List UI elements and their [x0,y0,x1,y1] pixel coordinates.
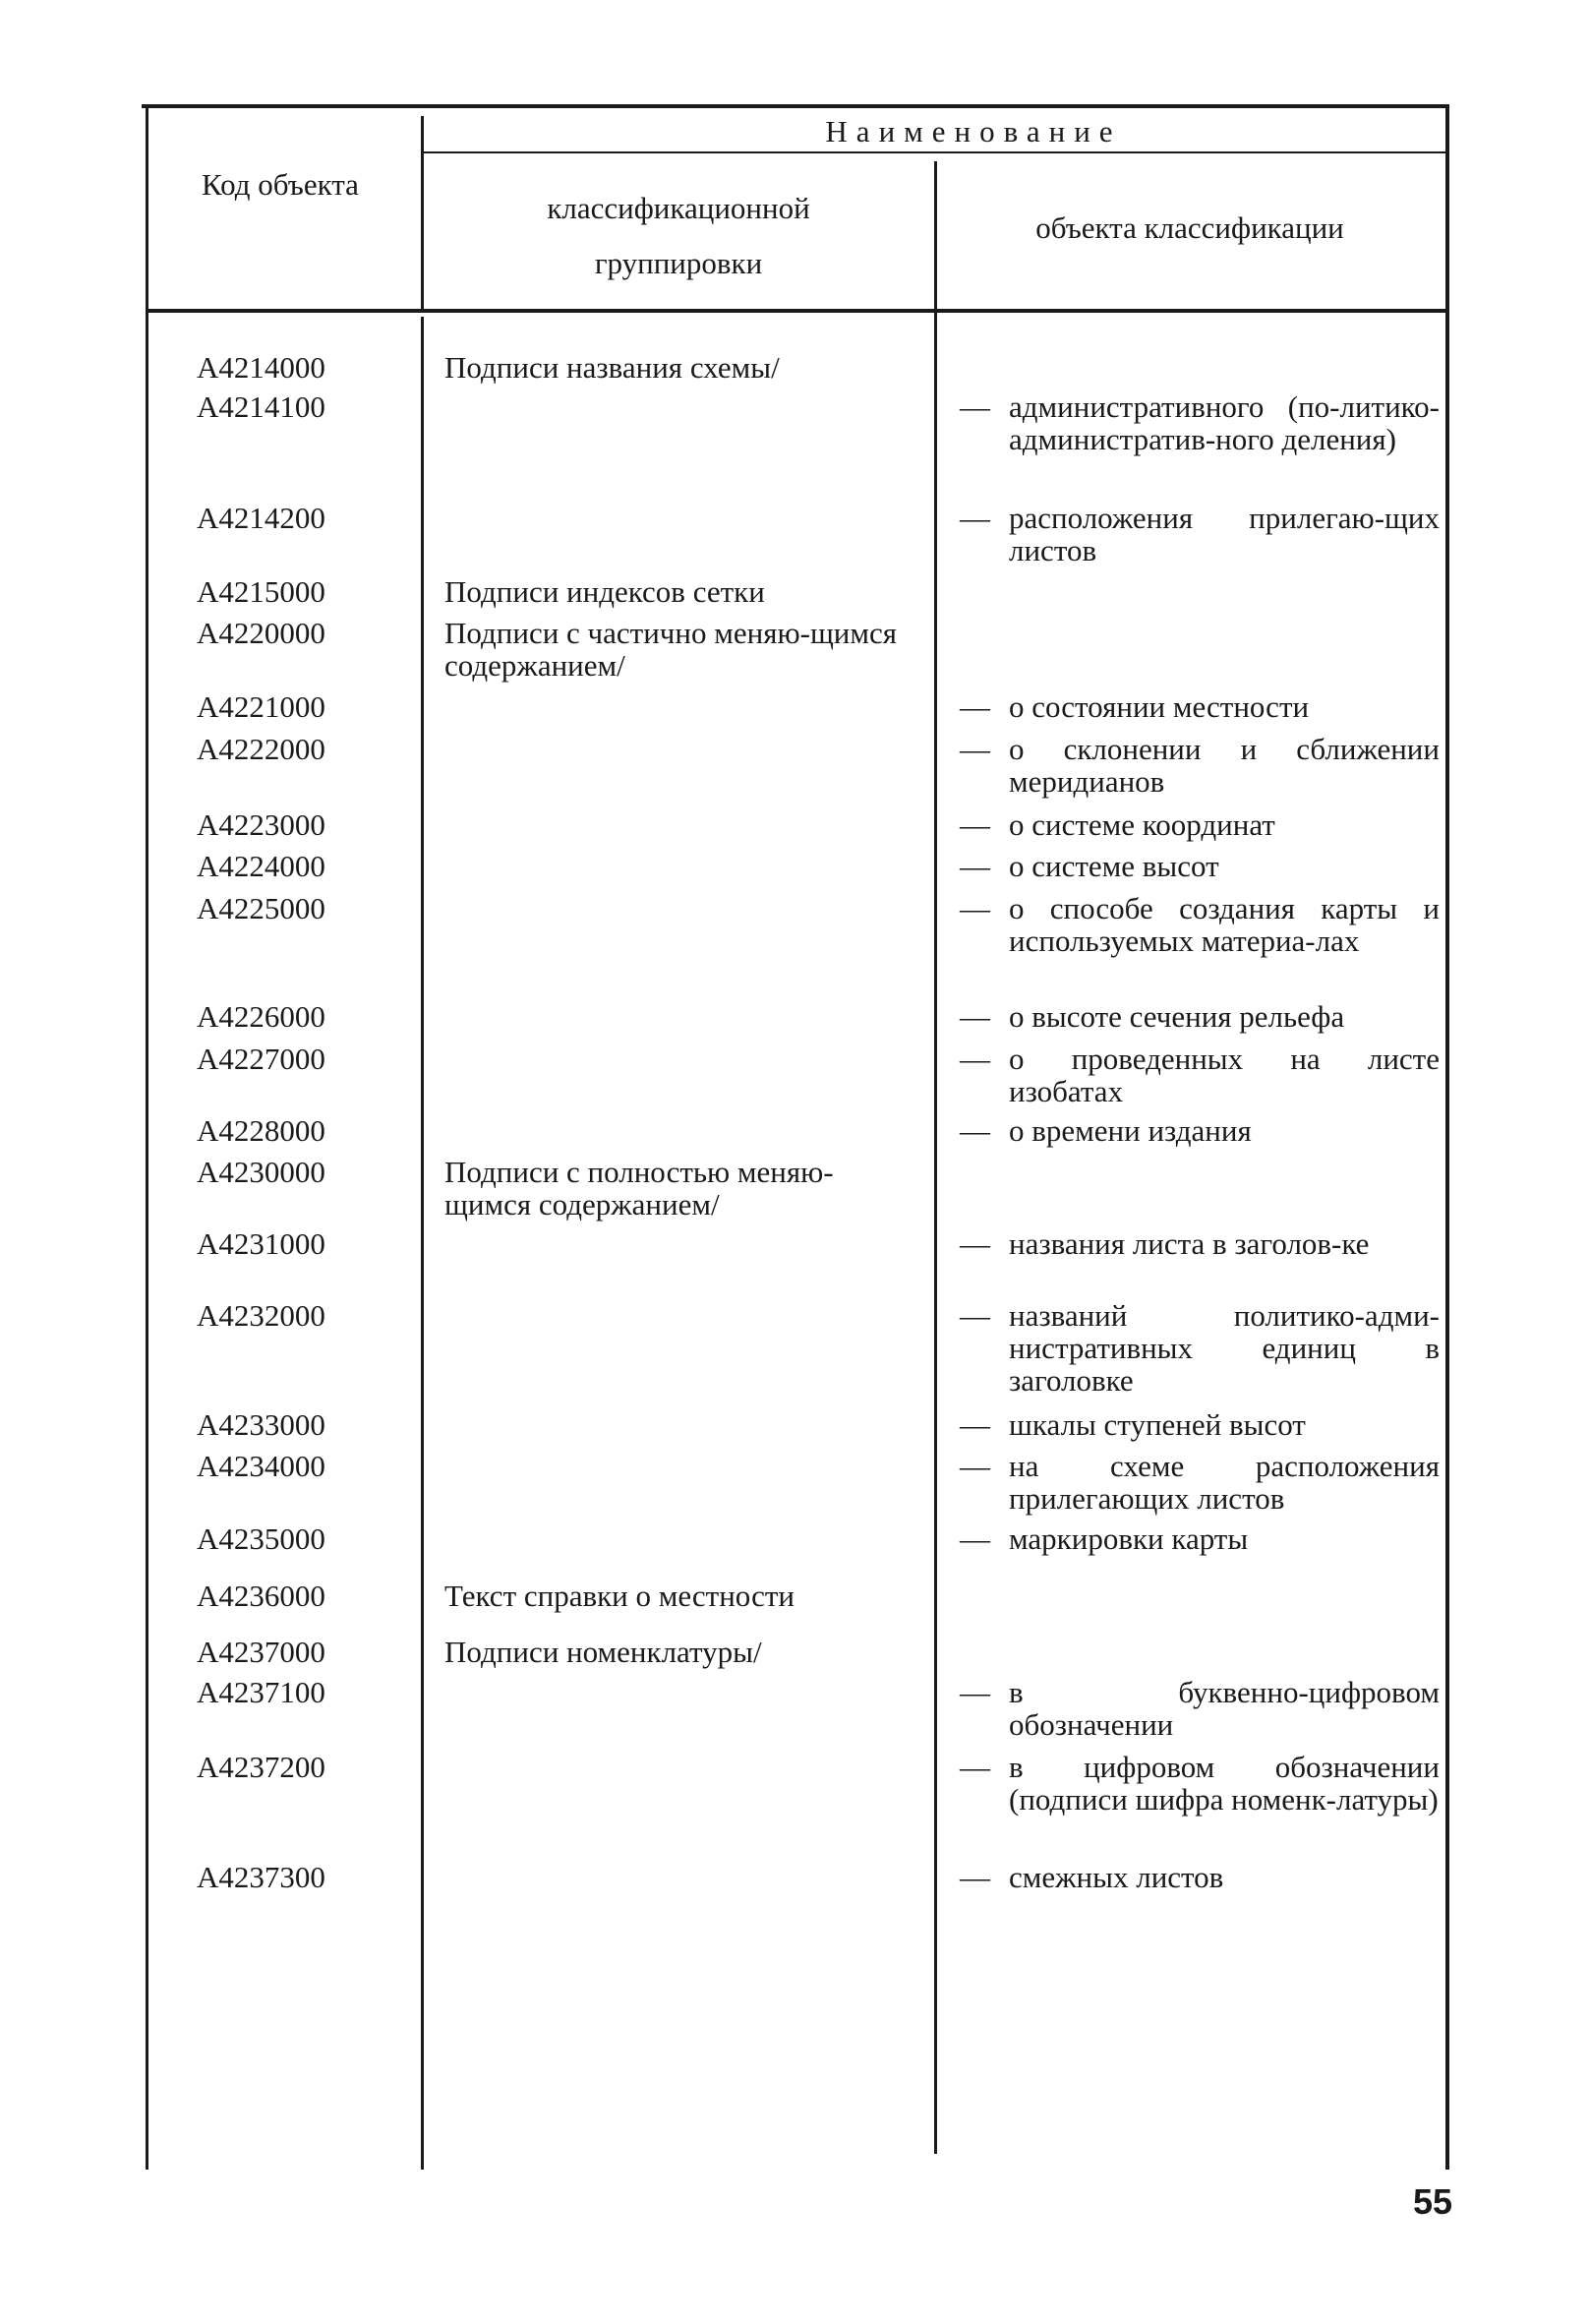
object-code: А4222000 [197,732,325,766]
object-name: о времени издания [1009,1113,1252,1148]
naming-subheader-rule [421,151,1447,153]
object-dash: — [960,999,990,1034]
object-name: расположения прилегаю-щих листов [1009,501,1440,567]
object-code: А4224000 [197,849,325,883]
object-code: А4221000 [197,689,325,724]
object-code: А4230000 [197,1155,325,1189]
object-name: о состоянии местности [1009,689,1310,724]
object-dash: — [960,1750,990,1784]
object-dash: — [960,1042,990,1076]
object-dash: — [960,1113,990,1148]
page-number: 55 [1412,2181,1452,2222]
object-dash: — [960,891,990,925]
group-name: Подписи номенклатуры/ [444,1635,762,1669]
object-code: А4237000 [197,1635,325,1669]
object-code: А4232000 [197,1298,325,1333]
object-code: А4237300 [197,1860,325,1894]
object-code: А4233000 [197,1407,325,1442]
object-dash: — [960,689,990,724]
header-object-label: объекта классификации [1035,210,1344,245]
object-name: названий политико-адми-нистративных единиц в заголовке [1009,1298,1440,1398]
object-code: А4225000 [197,891,325,925]
object-dash: — [960,1449,990,1483]
group-name: Подписи названия схемы/ [444,350,780,385]
object-name: о системе координат [1009,807,1275,842]
object-dash: — [960,1521,990,1556]
group-name: Подписи с полностью меняю-щимся содержанием/ [444,1155,834,1222]
object-name: о высоте сечения рельефа [1009,999,1345,1034]
object-code: А4214200 [197,501,325,535]
object-dash: — [960,732,990,766]
object-name: о склонении и сближении меридианов [1009,732,1440,799]
table-right-rule [1445,104,1449,2170]
object-dash: — [960,849,990,883]
object-name: о системе высот [1009,849,1219,883]
group-name: Подписи с частично меняю-щимся содержанием/ [444,616,898,683]
object-code: А4234000 [197,1449,325,1483]
object-name: названия листа в заголов-ке [1009,1226,1370,1261]
object-dash: — [960,1298,990,1333]
object-code: А4223000 [197,807,325,842]
object-name: административного (по-литико-административ-ного деления) [1009,389,1440,456]
object-code: А4220000 [197,616,325,650]
object-dash: — [960,1407,990,1442]
object-name: шкалы ступеней высот [1009,1407,1306,1442]
object-code: А4235000 [197,1521,325,1556]
object-name: о способе создания карты и используемых материа-лах [1009,891,1440,958]
object-dash: — [960,1675,990,1709]
object-code: А4236000 [197,1579,325,1613]
header-naming-label: Наименование [825,114,1122,149]
header-code-label: Код объекта [202,167,359,202]
object-dash: — [960,389,990,424]
object-name: маркировки карты [1009,1521,1249,1556]
header-bottom-rule [146,309,1449,313]
code-column-rule [421,116,424,309]
object-code: А4228000 [197,1113,325,1148]
object-name: на схеме расположения прилегающих листов [1009,1449,1440,1516]
object-name: в цифровом обозначении (подписи шифра номенк-латуры) [1009,1750,1440,1817]
object-code: А4227000 [197,1042,325,1076]
object-column-rule [934,161,937,2154]
object-code: А4237100 [197,1675,325,1709]
object-dash: — [960,807,990,842]
object-name: в буквенно-цифровом обозначении [1009,1675,1440,1742]
group-name: Текст справки о местности [444,1579,795,1613]
object-code: А4214000 [197,350,325,385]
object-dash: — [960,1860,990,1894]
object-dash: — [960,501,990,535]
group-name: Подписи индексов сетки [444,574,765,609]
object-code: А4226000 [197,999,325,1034]
object-code: А4215000 [197,574,325,609]
object-code: А4214100 [197,389,325,424]
object-code: А4231000 [197,1226,325,1261]
table-left-rule [146,106,148,2170]
header-group-label: классификационной группировки [547,191,810,280]
object-dash: — [960,1226,990,1261]
object-name: о проведенных на листе изобатах [1009,1042,1440,1108]
object-code: А4237200 [197,1750,325,1784]
object-name: смежных листов [1009,1860,1224,1894]
table-top-rule [142,104,1449,108]
